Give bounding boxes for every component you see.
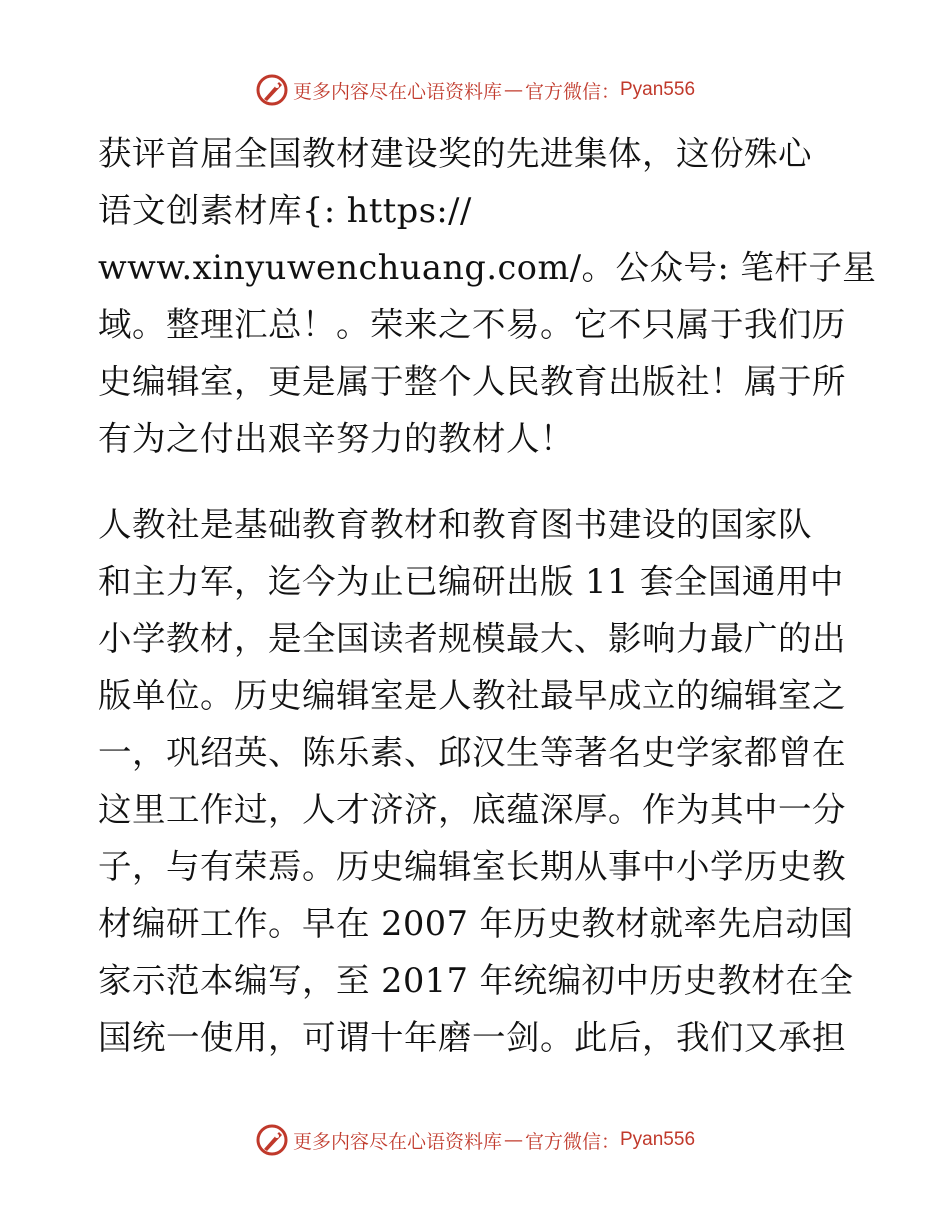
pen-nib-logo-icon — [255, 1123, 289, 1157]
pen-nib-logo-icon — [255, 73, 289, 107]
text-line: www.xinyuwenchuang.com/。公众号: 笔杆子星 — [98, 248, 877, 287]
document-body — [98, 125, 877, 1066]
text-line: 家示范本编写，至 2017 年统编初中历史教材在全 — [98, 961, 854, 1000]
text-line: 语文创素材库{: https:// — [98, 191, 472, 230]
banner-wechat-id: Pyan556 — [620, 1129, 696, 1150]
text-line: 版单位。历史编辑室是人教社最早成立的编辑室之 — [98, 676, 846, 715]
footer-watermark-banner — [0, 1120, 950, 1160]
text-line: 一，巩绍英、陈乐素、邱汉生等著名史学家都曾在 — [98, 733, 846, 772]
banner-wechat-id: Pyan556 — [620, 79, 696, 100]
text-line: 这里工作过，人才济济，底蕴深厚。作为其中一分 — [98, 790, 846, 829]
text-line: 史编辑室，更是属于整个人民教育出版社！属于所 — [98, 362, 846, 401]
text-line: 国统一使用，可谓十年磨一剑。此后，我们又承担 — [98, 1018, 846, 1057]
text-line: 子，与有荣焉。历史编辑室长期从事中小学历史教 — [98, 847, 846, 886]
banner-dash: — — [503, 79, 523, 101]
banner-wechat-label: 官方微信： — [524, 80, 620, 103]
paragraph-1 — [98, 125, 877, 467]
text-line: 人教社是基础教育教材和教育图书建设的国家队 — [98, 505, 812, 544]
paragraph-2 — [98, 496, 858, 1066]
banner-wechat-label: 官方微信： — [524, 1130, 620, 1153]
text-line: 材编研工作。早在 2007 年历史教材就率先启动国 — [98, 904, 854, 943]
text-line: 和主力军，迄今为止已编研出版 11 套全国通用中 — [98, 562, 844, 601]
text-line: 获评首届全国教材建设奖的先进集体，这份殊心 — [98, 134, 812, 173]
banner-title: 更多内容尽在心语资料库 — [292, 80, 502, 103]
banner-title: 更多内容尽在心语资料库 — [292, 1130, 502, 1153]
header-watermark-banner — [0, 70, 950, 110]
banner-dash: — — [503, 1129, 523, 1151]
text-line: 域。整理汇总！。荣来之不易。它不只属于我们历 — [98, 305, 846, 344]
paragraph-gap — [98, 467, 858, 496]
text-line: 有为之付出艰辛努力的教材人！ — [98, 419, 574, 458]
text-line: 小学教材，是全国读者规模最大、影响力最广的出 — [98, 619, 846, 658]
